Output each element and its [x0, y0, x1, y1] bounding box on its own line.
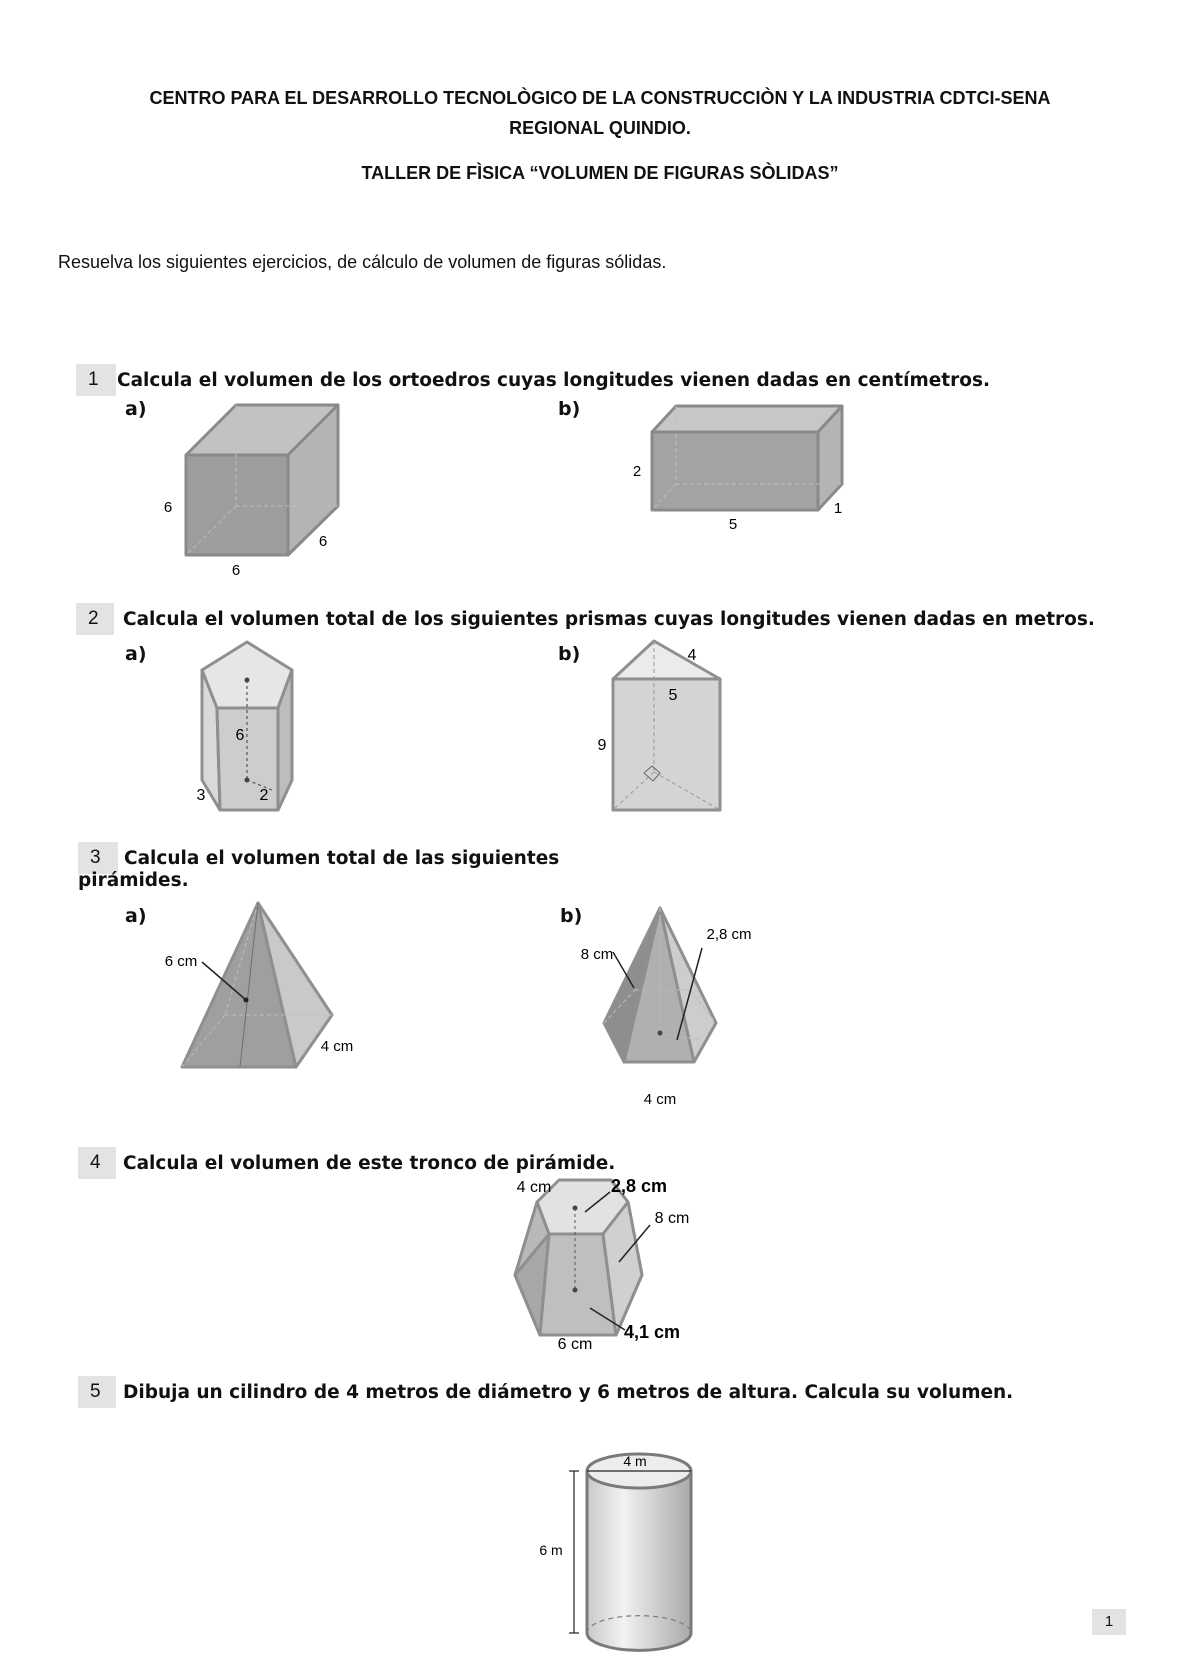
header-line-1: CENTRO PARA EL DESARROLLO TECNOLÒGICO DE LA CONSTRUCCIÒN Y LA INDUSTRIA CDTCI-SENA	[149, 88, 1051, 108]
q2-label-a: a)	[125, 643, 147, 665]
q2a-bottom-center-dot	[245, 778, 250, 783]
q2b-triangular-prism	[613, 641, 720, 810]
q5-cylinder	[569, 1454, 691, 1650]
question-1-number: 1	[76, 364, 116, 396]
q3b-dim-radius: 2,8 cm	[706, 926, 752, 943]
question-4-text: Calcula el volumen de este tronco de pirámide.	[123, 1153, 616, 1174]
q1b-dim-height: 2	[632, 463, 642, 480]
question-4-number: 4	[78, 1147, 116, 1179]
question-2-number: 2	[76, 603, 114, 635]
q1a-cube	[186, 405, 338, 555]
question-2-text: Calcula el volumen total de los siguientes prismas cuyas longitudes vienen dadas en metros.	[123, 609, 1095, 630]
q2-label-b: b)	[558, 643, 581, 665]
q2a-dim-side: 3	[196, 787, 206, 804]
q3-label-a: a)	[125, 905, 147, 927]
q3b-dim-side: 4 cm	[643, 1091, 677, 1108]
q4-dim-bottom-side: 6 cm	[557, 1336, 593, 1353]
q3-label-b: b)	[560, 905, 583, 927]
q1-label-a: a)	[125, 398, 147, 420]
q3a-dim-apothem: 6 cm	[164, 953, 198, 970]
q2b-dim-b: 5	[668, 687, 678, 704]
q3b-hexagonal-pyramid	[604, 908, 716, 1062]
q4-dim-top-side: 4 cm	[516, 1179, 552, 1196]
q2b-dim-height: 9	[597, 737, 607, 754]
q1b-box	[652, 406, 842, 510]
q4-dim-top-apothem: 2,8 cm	[610, 1176, 668, 1196]
question-5-number: 5	[78, 1376, 116, 1408]
q2a-dim-height: 6	[235, 727, 245, 744]
q1b-dim-depth: 1	[833, 500, 843, 517]
question-3-number: 3	[78, 842, 118, 874]
question-3-text-line1: Calcula el volumen total de las siguientes	[124, 848, 560, 869]
q3b-dim-apothem: 8 cm	[580, 946, 614, 963]
question-3-text-line2: pirámides.	[78, 870, 189, 891]
q2a-pentagonal-prism	[202, 642, 292, 810]
q1a-dim-depth: 6	[318, 533, 328, 550]
q2b-dim-a: 4	[687, 647, 697, 664]
q5-dim-diameter: 4 m	[623, 1453, 647, 1469]
q1a-dim-height: 6	[163, 499, 173, 516]
question-5-text: Dibuja un cilindro de 4 metros de diámetro y 6 metros de altura. Calcula su volumen.	[123, 1382, 1014, 1403]
q4-dim-lateral: 8 cm	[654, 1210, 690, 1227]
question-1-text: Calcula el volumen de los ortoedros cuyas longitudes vienen dadas en centímetros.	[117, 370, 990, 391]
q1a-dim-width: 6	[231, 562, 241, 579]
q3b-base-center-dot	[658, 1031, 663, 1036]
q1-label-b: b)	[558, 398, 581, 420]
q2a-dim-apothem: 2	[259, 787, 269, 804]
intro-text: Resuelva los siguientes ejercicios, de cálculo de volumen de figuras sólidas.	[58, 252, 667, 272]
q4-dim-bottom-apothem: 4,1 cm	[623, 1322, 681, 1342]
q3a-apothem-dot	[244, 998, 249, 1003]
header-line-2: REGIONAL QUINDIO.	[509, 118, 691, 138]
q2a-top-center-dot	[245, 678, 250, 683]
page-number: 1	[1092, 1609, 1126, 1635]
q1b-dim-length: 5	[728, 516, 738, 533]
q5-dim-height: 6 m	[539, 1542, 563, 1558]
q3a-square-pyramid	[182, 903, 332, 1067]
header-line-3: TALLER DE FÌSICA “VOLUMEN DE FIGURAS SÒLIDAS”	[361, 163, 839, 183]
q3a-dim-side: 4 cm	[320, 1038, 354, 1055]
